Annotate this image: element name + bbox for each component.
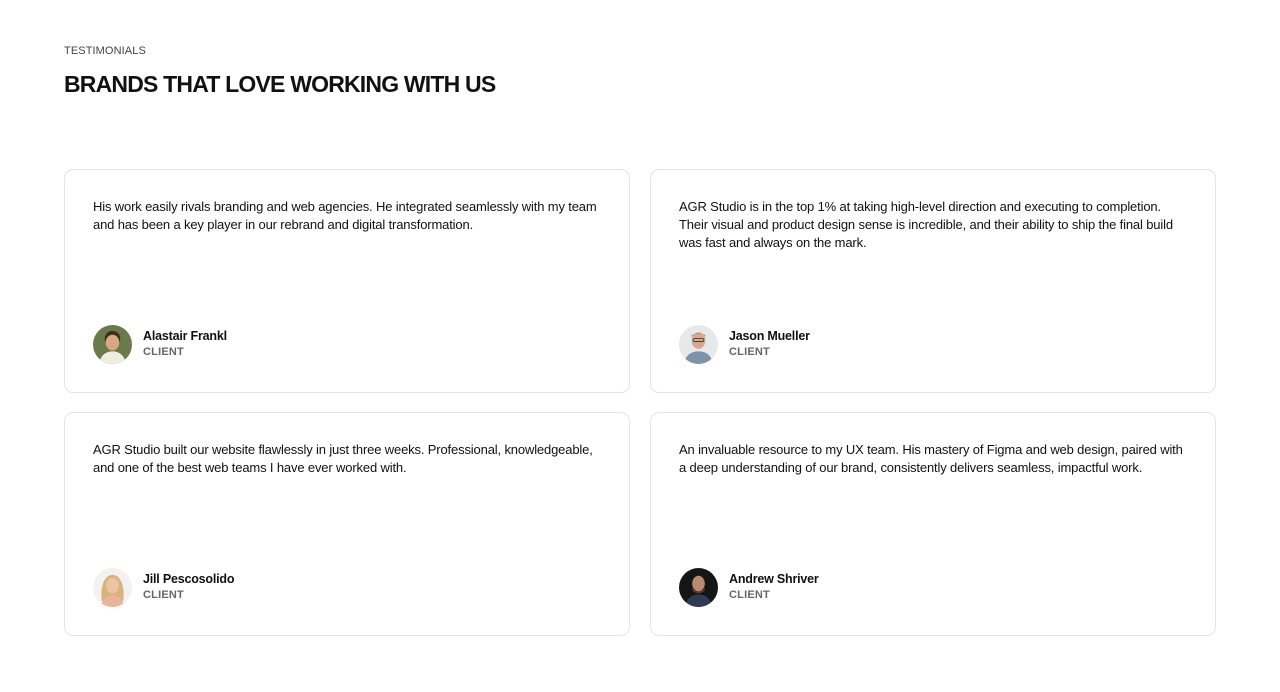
- testimonial-card: [64, 169, 630, 393]
- person-avatar-icon: [93, 325, 132, 364]
- author-role: CLIENT: [143, 346, 184, 358]
- testimonial-author: [93, 568, 234, 607]
- testimonial-quote: An invaluable resource to my UX team. His mastery of Figma and web design, paired with a deep understanding of our brand, consistently delivers seamless, impactful work.: [679, 442, 1183, 475]
- author-name: Alastair Frankl: [143, 329, 227, 343]
- author-name: Jason Mueller: [729, 329, 810, 343]
- testimonial-quote: AGR Studio is in the top 1% at taking high-level direction and executing to completion. Their visual and product design sense is incredible, and their ability to ship the final build was fast and always on the mark.: [679, 199, 1173, 250]
- author-role: CLIENT: [143, 589, 184, 601]
- author-role: CLIENT: [729, 346, 770, 358]
- author-name: Jill Pescosolido: [143, 572, 235, 586]
- testimonial-author: [93, 325, 227, 364]
- testimonial-grid: [64, 169, 1216, 636]
- testimonial-card: [650, 412, 1216, 636]
- testimonial-author: [679, 325, 810, 364]
- testimonial-card: [650, 169, 1216, 393]
- person-avatar-icon: [679, 568, 718, 607]
- author-name: Andrew Shriver: [729, 572, 819, 586]
- author-role: CLIENT: [729, 589, 770, 601]
- testimonial-quote: His work easily rivals branding and web agencies. He integrated seamlessly with my team and has been a key player in our rebrand and digital transformation.: [93, 199, 597, 232]
- testimonial-quote: AGR Studio built our website flawlessly in just three weeks. Professional, knowledgeable, and one of the best web teams I have ever worked with.: [93, 442, 593, 475]
- section-heading: BRANDS THAT LOVE WORKING WITH US: [64, 71, 496, 97]
- section-eyebrow: TESTIMONIALS: [64, 45, 146, 57]
- testimonial-author: [679, 568, 819, 607]
- person-avatar-icon: [679, 325, 718, 364]
- person-avatar-icon: [93, 568, 132, 607]
- testimonial-card: [64, 412, 630, 636]
